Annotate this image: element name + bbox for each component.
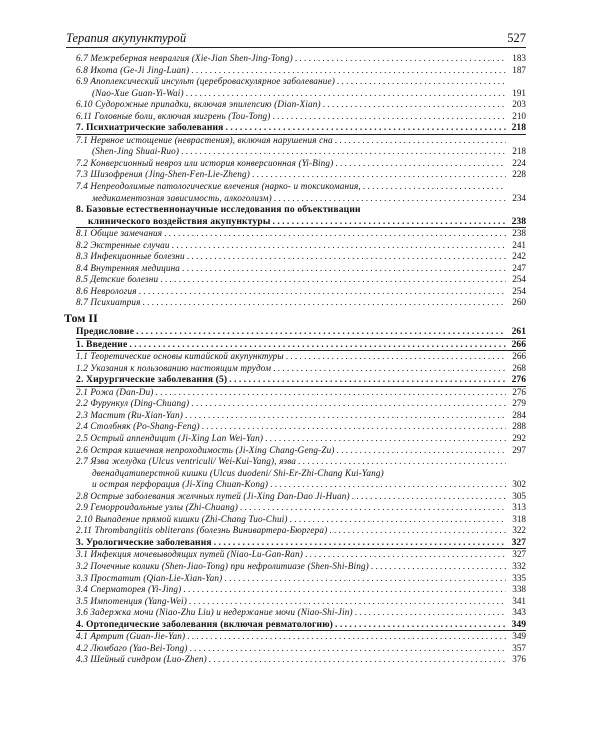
toc-entry-page: 338 <box>512 584 526 595</box>
toc-entry-page: 276 <box>511 374 526 386</box>
toc-entry-label: Предисловие <box>76 326 135 338</box>
toc-entry-page: 327 <box>512 549 526 560</box>
dot-leader <box>272 111 506 123</box>
toc-entry-label: 2.4 Столбняк (Po-Shang-Feng) <box>76 421 200 432</box>
toc-entry-label: клинического воздействия акупунктуры <box>88 215 271 227</box>
toc-entry-page: 242 <box>512 251 526 262</box>
dot-leader <box>240 502 506 514</box>
toc-entry[interactable] <box>76 122 526 135</box>
toc-entry-page: 218 <box>511 122 526 134</box>
toc-entry-page: 318 <box>512 513 526 524</box>
dot-leader <box>214 537 506 549</box>
dot-leader <box>270 479 506 491</box>
toc-entry-label: 3.6 Задержка мочи (Niao-Zhu Liu) и недержание мочи (Niao-Shi-Jin) <box>76 607 353 618</box>
toc-entry[interactable] <box>76 456 526 468</box>
toc-entry-page: 327 <box>511 536 526 548</box>
toc-entry-label: 6.10 Судорожные припадки, включая эпилепсию (Dian-Xian) <box>76 99 321 110</box>
toc-entry-label: 2.3 Мастит (Ru-Xian-Yan) <box>76 409 183 420</box>
toc-entry-label: 7.4 Непреодолимые патологические влечения (нарко- и токсикомания, <box>76 181 361 192</box>
toc-entry-label: 8.6 Неврология <box>76 285 137 296</box>
toc-entry-label: 6.8 Икота (Ge-Ji Jing-Luan) <box>76 64 190 75</box>
dot-leader <box>139 286 506 298</box>
dot-leader <box>136 326 506 338</box>
dot-leader <box>187 251 506 263</box>
toc-entry-page: 313 <box>512 502 526 513</box>
running-header <box>66 30 526 46</box>
toc-entry-label: 3.5 Импотенция (Yang-Wei) <box>76 595 187 606</box>
dot-leader <box>290 514 506 526</box>
dot-leader <box>274 193 506 205</box>
toc-entry-page: 292 <box>512 432 526 443</box>
toc-entry[interactable] <box>76 65 526 77</box>
dot-leader <box>190 643 506 655</box>
toc-entry[interactable] <box>76 274 526 286</box>
toc-entry-label: медикаментозная зависимость, алкоголизм) <box>92 192 272 203</box>
toc-entry-page: 288 <box>512 421 526 432</box>
toc-entry[interactable] <box>76 158 526 170</box>
toc-entry[interactable] <box>76 631 526 643</box>
dot-leader <box>305 549 506 561</box>
toc-entry[interactable] <box>76 374 526 387</box>
toc-entry-label: 2.5 Острый аппендицит (Ji-Xing Lan Wei-Yan) <box>76 432 264 443</box>
toc-entry-page: 218 <box>512 146 526 157</box>
dot-leader <box>335 135 506 147</box>
toc-entry[interactable] <box>76 619 526 632</box>
toc-block-volume-2 <box>76 326 526 666</box>
toc-entry-page: 210 <box>512 110 526 121</box>
dot-leader <box>273 363 506 375</box>
dot-leader <box>186 88 506 100</box>
toc-block-volume-1 <box>76 53 526 309</box>
toc-entry-label: 6.11 Головные боли, включая мигрень (Tou-Tong) <box>76 110 271 121</box>
toc-entry-page: 234 <box>512 192 526 203</box>
toc-entry-page: 268 <box>512 362 526 373</box>
dot-leader <box>187 631 506 643</box>
toc-entry[interactable] <box>76 525 526 537</box>
toc-entry-page: 322 <box>512 525 526 536</box>
toc-entry[interactable] <box>76 326 526 339</box>
dot-leader <box>202 421 506 433</box>
toc-entry-page: 305 <box>512 490 526 501</box>
toc-entry-page: 261 <box>511 326 526 338</box>
toc-entry-label: 2.1 Рожа (Dan-Du) <box>76 386 154 397</box>
toc-entry-label: и острая перфорация (Ji-Xing Chuan-Kong) <box>92 479 269 490</box>
dot-leader <box>329 525 506 537</box>
volume-heading: Том II <box>64 311 98 326</box>
toc-entry-label: 1. Введение <box>76 338 128 350</box>
dot-leader <box>323 99 506 111</box>
toc-entry-page: 279 <box>512 398 526 409</box>
toc-entry[interactable] <box>76 169 526 181</box>
toc-entry[interactable] <box>76 468 526 480</box>
dot-leader <box>226 122 506 134</box>
toc-entry-page: 241 <box>512 239 526 250</box>
toc-entry[interactable] <box>76 297 526 309</box>
toc-entry[interactable] <box>76 561 526 573</box>
toc-entry-page: 349 <box>511 618 526 630</box>
toc-entry[interactable] <box>76 99 526 111</box>
toc-entry-label: 3.1 Инфекция мочевыводящих путей (Niao-Lu-Gan-Ran) <box>76 549 303 560</box>
dot-leader <box>191 398 506 410</box>
toc-entry-label: 2.2 Фурункул (Ding-Chuang) <box>76 398 190 409</box>
dot-leader <box>185 410 506 422</box>
toc-entry-label: 2.7 Язва желудка (Ulcus ventriculi/ Wei-Kui-Yang), язва <box>76 456 297 467</box>
table-of-contents <box>64 53 526 666</box>
dot-leader <box>265 433 506 445</box>
dot-leader <box>363 181 506 193</box>
toc-entry-label: 6.7 Межреберная невралгия (Xie-Jian Shen-Jing-Tong) <box>76 53 293 63</box>
dot-leader <box>160 274 506 286</box>
dot-leader <box>183 584 506 596</box>
dot-leader <box>337 445 506 457</box>
toc-entry[interactable] <box>76 502 526 514</box>
toc-entry-label: 2. Хирургические заболевания (5) <box>76 374 228 386</box>
toc-entry[interactable] <box>76 216 526 229</box>
toc-entry-label: 3. Урологические заболевания <box>76 536 212 548</box>
toc-entry[interactable] <box>76 445 526 457</box>
dot-leader <box>156 387 506 399</box>
toc-entry[interactable] <box>76 654 526 666</box>
dot-leader <box>164 228 506 240</box>
toc-entry-label: 2.9 Геморроидальные узлы (Zhi-Chuang) <box>76 502 238 513</box>
toc-entry[interactable] <box>76 146 526 158</box>
toc-entry[interactable] <box>76 398 526 410</box>
toc-entry[interactable] <box>76 193 526 205</box>
dot-leader <box>129 339 506 351</box>
toc-entry-page: 203 <box>512 99 526 110</box>
toc-entry[interactable] <box>76 514 526 526</box>
toc-entry[interactable] <box>76 643 526 655</box>
toc-entry-label: 2.10 Выпадение прямой кишки (Zhi-Chang Tuo-Chui) <box>76 513 288 524</box>
toc-entry-label: 8.5 Детские болезни <box>76 274 159 285</box>
dot-leader <box>286 351 506 363</box>
toc-entry-label: 3.3 Простатит (Qian-Lie-Xian-Yan) <box>76 572 223 583</box>
toc-entry-label: 8.1 Общие замечания <box>76 228 163 239</box>
toc-entry-label: 7.2 Конверсионный невроз или история конверсионная (Yi-Bing) <box>76 157 334 168</box>
toc-entry[interactable] <box>76 339 526 352</box>
toc-entry-page: 224 <box>512 157 526 168</box>
dot-leader <box>172 240 506 252</box>
dot-leader <box>355 607 506 619</box>
running-title: Терапия акупунктурой <box>66 31 187 45</box>
toc-entry-label: 2.6 Острая кишечная непроходимость (Ji-Xing Chang-Geng-Zu) <box>76 444 335 455</box>
toc-entry[interactable] <box>76 596 526 608</box>
toc-entry-page: 254 <box>512 274 526 285</box>
toc-entry-label: 4.2 Люмбаго (Yao-Bei-Tong) <box>76 642 188 653</box>
toc-entry-label: 8.7 Психиатрия <box>76 297 141 308</box>
dot-leader <box>181 146 506 158</box>
toc-entry[interactable] <box>76 607 526 619</box>
toc-entry-page: 228 <box>512 169 526 180</box>
toc-entry-label: двенадцатиперстной кишки (Ulcus duodeni/ Shi-Er-Zhi-Chang Kui-Yang) <box>92 467 384 478</box>
toc-entry-page: 357 <box>512 642 526 653</box>
toc-entry[interactable] <box>76 479 526 491</box>
toc-entry-page: 238 <box>512 228 526 239</box>
toc-entry-page: 266 <box>511 338 526 350</box>
toc-entry-page: 302 <box>512 479 526 490</box>
toc-entry-label: 7.3 Шизофрения (Jing-Shen-Fen-Lie-Zheng) <box>76 169 250 180</box>
toc-entry-page: 254 <box>512 285 526 296</box>
toc-entry[interactable] <box>76 111 526 123</box>
toc-entry-page: 349 <box>512 631 526 642</box>
toc-entry-label: 1.2 Указания к пользованию настоящим трудом <box>76 362 272 373</box>
dot-leader <box>252 169 506 181</box>
dot-leader <box>209 654 506 666</box>
toc-entry-page: 341 <box>512 595 526 606</box>
toc-entry[interactable] <box>76 351 526 363</box>
toc-entry-label: 6.9 Апоплексический инсульт (цереброваскулярное заболевание) <box>76 76 335 87</box>
dot-leader <box>182 263 506 275</box>
toc-entry-page: 343 <box>512 607 526 618</box>
dot-leader <box>337 76 506 88</box>
toc-entry[interactable] <box>76 549 526 561</box>
dot-leader <box>273 216 506 228</box>
toc-entry-page: 335 <box>512 572 526 583</box>
header-page-number: 527 <box>507 31 526 45</box>
dot-leader <box>295 53 506 65</box>
toc-entry[interactable] <box>76 263 526 275</box>
toc-entry[interactable] <box>76 537 526 550</box>
toc-entry-page: 332 <box>512 560 526 571</box>
toc-entry[interactable] <box>76 135 526 147</box>
toc-entry-label: 4.1 Артрит (Guan-Jie-Yan) <box>76 631 186 642</box>
toc-entry-label: 4. Ортопедические заболевания (включая ревматологию) <box>76 618 334 630</box>
toc-entry-label: 7.1 Нервное истощение (неврастения), включая нарушения сна <box>76 134 333 145</box>
toc-entry-label: (Shen-Jing Shuai-Ruo) <box>92 146 180 157</box>
toc-entry[interactable] <box>76 204 526 216</box>
dot-leader <box>191 65 506 77</box>
toc-entry-page: 191 <box>512 87 526 98</box>
toc-entry-page: 260 <box>512 297 526 308</box>
toc-entry-label: 8.2 Экстренные случаи <box>76 239 170 250</box>
toc-entry-page: 284 <box>512 409 526 420</box>
toc-entry-label: 8.4 Внутренняя медицина <box>76 262 181 273</box>
toc-entry-page: 238 <box>511 215 526 227</box>
toc-entry[interactable] <box>76 584 526 596</box>
dot-leader <box>189 596 506 608</box>
toc-entry-page: 247 <box>512 262 526 273</box>
toc-entry-page: 266 <box>512 351 526 362</box>
toc-entry[interactable] <box>76 181 526 193</box>
toc-entry-page: 297 <box>512 444 526 455</box>
toc-entry-page: 187 <box>512 64 526 75</box>
toc-entry[interactable] <box>76 387 526 399</box>
dot-leader <box>335 158 506 170</box>
toc-entry[interactable] <box>76 228 526 240</box>
toc-entry[interactable] <box>76 88 526 100</box>
toc-entry-label: 4.3 Шейный синдром (Luo-Zhen) <box>76 654 207 665</box>
toc-entry[interactable] <box>76 251 526 263</box>
toc-entry[interactable] <box>76 573 526 585</box>
toc-entry[interactable] <box>76 76 526 88</box>
toc-entry-page: 183 <box>512 53 526 63</box>
toc-entry[interactable] <box>76 286 526 298</box>
dot-leader <box>371 561 506 573</box>
toc-entry-label: 1.1 Теоретические основы китайской акупунктуры <box>76 351 284 362</box>
toc-entry-label: 7. Психиатрические заболевания <box>76 122 224 134</box>
header-rule <box>66 47 526 48</box>
toc-entry-label: 2.8 Острые заболевания желчных путей (Ji-Xing Dan-Dao Ji-Huan) <box>76 490 350 501</box>
toc-entry[interactable] <box>76 363 526 375</box>
dot-leader <box>298 456 506 468</box>
dot-leader <box>224 573 506 585</box>
toc-entry[interactable] <box>76 433 526 445</box>
toc-entry[interactable] <box>76 240 526 252</box>
toc-entry[interactable] <box>76 410 526 422</box>
dot-leader <box>352 491 506 503</box>
toc-entry-label: 3.4 Сперматорея (Yi-Jing) <box>76 584 182 595</box>
toc-entry[interactable] <box>76 53 526 65</box>
toc-entry-label: 2.11 Thrombangiitis obliterans (болезнь Винивартера-Бюргера) <box>76 525 328 536</box>
toc-entry-page: 376 <box>512 654 526 665</box>
toc-entry[interactable] <box>76 421 526 433</box>
toc-entry-label: (Nao-Xue Guan-Yi-Wai) <box>92 87 184 98</box>
toc-entry-label: 3.2 Почечные колики (Shen-Jiao-Tong) при нефролитиазе (Shen-Shi-Bing) <box>76 560 369 571</box>
toc-entry-label: 8. Базовые естественнонаучные исследования по объективации <box>76 204 361 216</box>
toc-entry[interactable] <box>76 491 526 503</box>
dot-leader <box>229 374 506 386</box>
dot-leader <box>143 297 506 309</box>
dot-leader <box>335 619 506 631</box>
toc-entry-label: 8.3 Инфекционные болезни <box>76 251 185 262</box>
toc-entry-page: 276 <box>512 386 526 397</box>
